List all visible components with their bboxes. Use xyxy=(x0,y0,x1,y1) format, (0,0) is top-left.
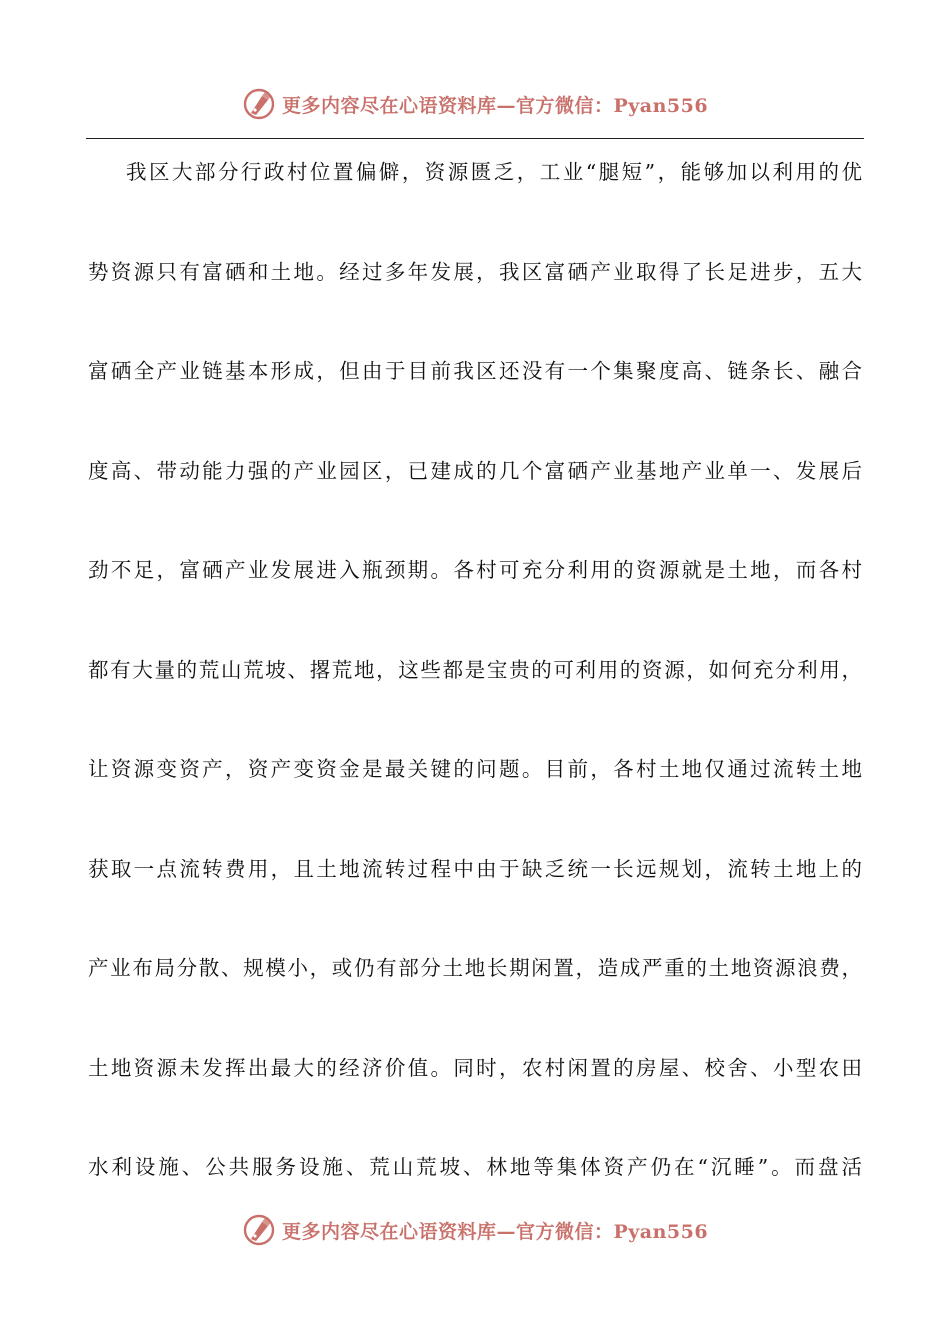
document-line: 势资源只有富硒和土地。经过多年发展，我区富硒产业取得了长足进步，五大 xyxy=(88,259,862,284)
pen-nib-logo-icon xyxy=(242,1213,276,1247)
document-line: 度高、带动能力强的产业园区，已建成的几个富硒产业基地产业单一、发展后 xyxy=(88,458,862,483)
document-line: 产业布局分散、规模小，或仍有部分土地长期闲置，造成严重的土地资源浪费， xyxy=(88,956,862,980)
document-line: 劲不足，富硒产业发展进入瓶颈期。各村可充分利用的资源就是土地，而各村 xyxy=(88,558,862,582)
document-line: 水利设施、公共服务设施、荒山荒坡、林地等集体资产仍在“沉睡”。而盘活 xyxy=(88,1155,862,1179)
header-divider xyxy=(86,138,864,139)
document-line: 让资源变资产，资产变资金是最关键的问题。目前，各村土地仅通过流转土地 xyxy=(88,757,862,781)
footer-banner xyxy=(0,1210,950,1250)
document-line: 富硒全产业链基本形成，但由于目前我区还没有一个集聚度高、链条长、融合 xyxy=(88,359,862,383)
header-banner-text: 更多内容尽在心语资料库—官方微信：Pyan556 xyxy=(281,94,709,117)
footer-banner-text: 更多内容尽在心语资料库—官方微信：Pyan556 xyxy=(281,1220,709,1243)
header-banner xyxy=(0,84,950,124)
document-line: 我区大部分行政村位置偏僻，资源匮乏，工业“腿短”，能够加以利用的优 xyxy=(126,160,862,184)
document-line: 获取一点流转费用，且土地流转过程中由于缺乏统一长远规划，流转土地上的 xyxy=(88,856,862,881)
document-line: 都有大量的荒山荒坡、撂荒地，这些都是宝贵的可利用的资源，如何充分利用， xyxy=(88,657,862,682)
pen-nib-logo-icon xyxy=(242,87,276,121)
document-body xyxy=(88,148,862,1243)
document-line: 土地资源未发挥出最大的经济价值。同时，农村闲置的房屋、校舍、小型农田 xyxy=(88,1055,862,1080)
